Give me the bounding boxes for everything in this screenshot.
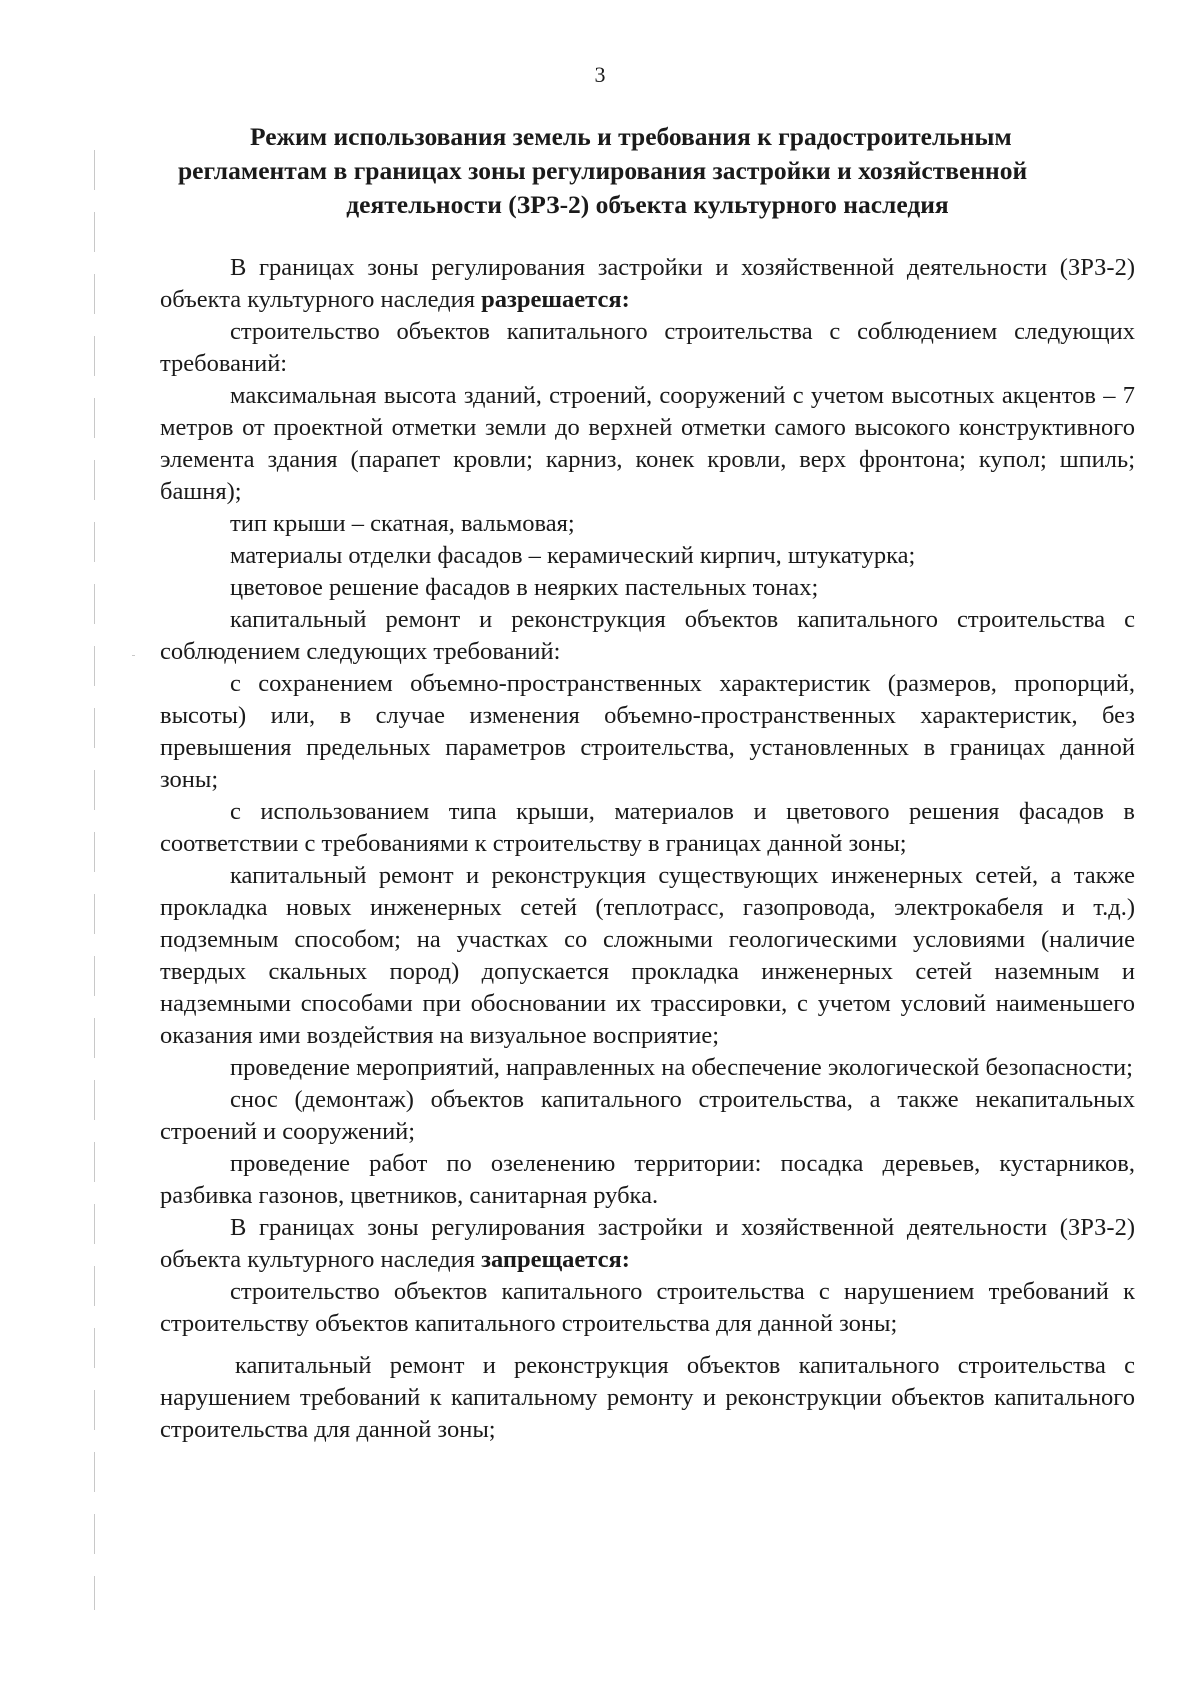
allowed-item: капитальный ремонт и реконструкция существующих инженерных сетей, а также прокладка новых инженерных сетей (теплотрасс, газопровода, электрокабеля и т.д.) подземным способом; на участках со сложными геологическими условиями (наличие твердых скальных пород) допускается прокладка инженерных сетей наземным и надземными способами при обосновании их трассировки, с учетом условий наименьшего оказания ими воздействия на визуальное восприятие; (160, 862, 1135, 1049)
scan-mark (132, 655, 135, 656)
allowed-item: материалы отделки фасадов – керамический кирпич, штукатурка; (230, 542, 916, 569)
prohibited-item: строительство объектов капитального строительства с нарушением требований к строительству объектов капитального строительства для данной зоны; (160, 1278, 1135, 1337)
allowed-item: максимальная высота зданий, строений, сооружений с учетом высотных акцентов – 7 метров от проектной отметки земли до верхней отметки самого высокого конструктивного элемента здания (парапет кровли; карниз, конек кровли, верх фронтона; купол; шпиль; башня); (160, 382, 1135, 505)
allowed-intro-paragraph (160, 252, 1135, 316)
allowed-section (160, 252, 1135, 1446)
title-line-1: Режим использования земель и требования к градостроительным (250, 122, 1012, 151)
allowed-item: снос (демонтаж) объектов капитального строительства, а также некапитальных строений и сооружений; (160, 1086, 1135, 1145)
page-number: 3 (594, 62, 606, 87)
allowed-item: капитальный ремонт и реконструкция объектов капитального строительства с соблюдением следующих требований: (160, 606, 1135, 665)
allowed-item: с сохранением объемно-пространственных характеристик (размеров, пропорций, высоты) или, в случае изменения объемно-пространственных характеристик, без превышения предельных параметров строительства, установленных в границах данной зоны; (160, 670, 1135, 793)
allowed-item: с использованием типа крыши, материалов и цветового решения фасадов в соответствии с требованиями к строительству в границах данной зоны; (160, 798, 1135, 857)
allowed-intro-text: В границах зоны регулирования застройки и хозяйственной деятельности (ЗРЗ-2) объекта культурного наследия (160, 254, 1135, 313)
allowed-item: цветовое решение фасадов в неярких пастельных тонах; (230, 574, 819, 601)
title-line-2: регламентам в границах зоны регулирования застройки и хозяйственной (178, 156, 1028, 185)
allowed-keyword: разрешается: (481, 286, 630, 313)
allowed-item: проведение работ по озеленению территории: посадка деревьев, кустарников, разбивка газонов, цветников, санитарная рубка. (160, 1150, 1135, 1209)
allowed-item: тип крыши – скатная, вальмовая; (230, 510, 575, 537)
title-line-3: деятельности (ЗРЗ-2) объекта культурного наследия (346, 190, 949, 219)
prohibited-intro-text: В границах зоны регулирования застройки и хозяйственной деятельности (ЗРЗ-2) объекта культурного наследия (160, 1214, 1135, 1273)
scan-margin-line (94, 150, 95, 1610)
prohibited-intro-paragraph (160, 1212, 1135, 1276)
document-title (160, 120, 1135, 222)
allowed-item: проведение мероприятий, направленных на обеспечение экологической безопасности; (230, 1054, 1133, 1081)
prohibited-item: капитальный ремонт и реконструкция объектов капитального строительства с нарушением требований к капитальному ремонту и реконструкции объектов капитального строительства для данной зоны; (160, 1352, 1135, 1443)
prohibited-keyword: запрещается: (481, 1246, 630, 1273)
allowed-item: строительство объектов капитального строительства с соблюдением следующих требований: (160, 318, 1135, 377)
